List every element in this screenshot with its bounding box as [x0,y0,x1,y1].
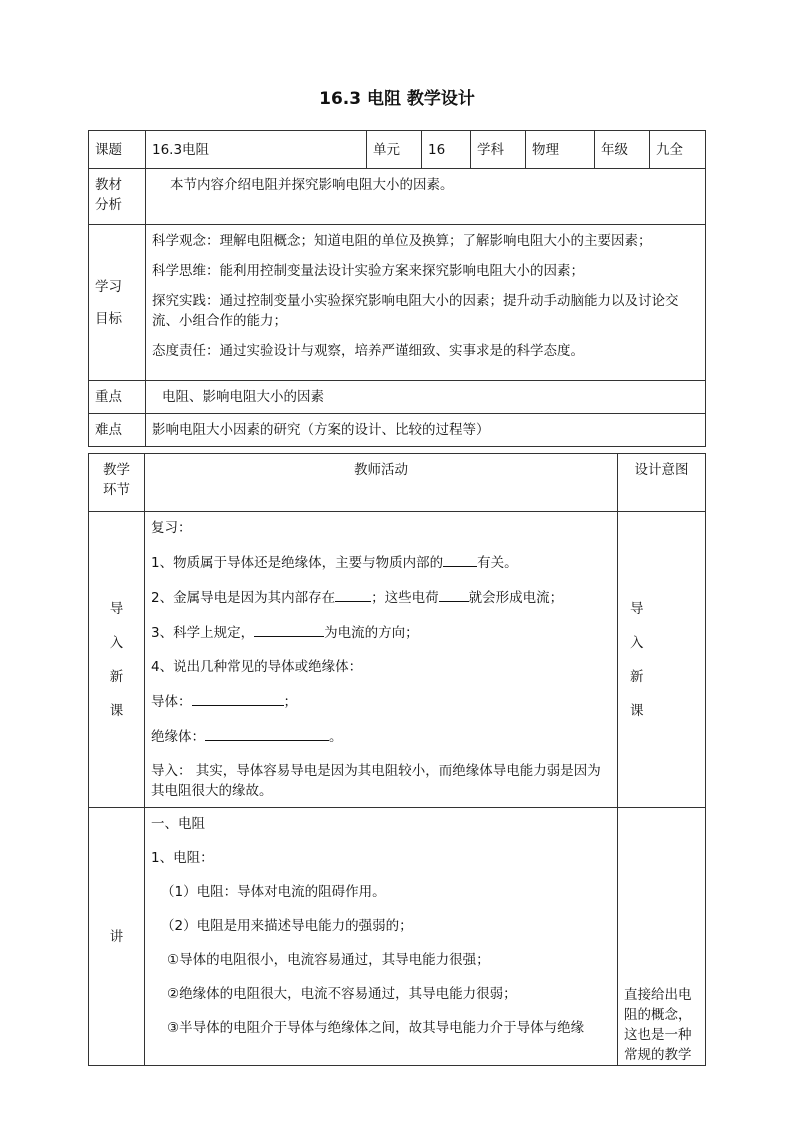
difficulty-label: 难点 [89,414,146,447]
review-q1 [151,552,611,573]
lecture-line: ③半导体的电阻介于导体与绝缘体之间，故其导电能力介于导体与绝缘 [167,1020,585,1036]
goals-label [89,225,146,381]
goal-item: 科学观念：理解电阻概念；知道电阻的单位及换算；了解影响电阻大小的主要因素； [152,233,652,249]
header-intent: 设计意图 [618,454,706,512]
q2-mid: ；这些电荷 [371,590,439,606]
intro-teacher-activity [145,512,618,808]
label-subject: 学科 [471,131,526,169]
lecture-line: ②绝缘体的电阻很大，电流不容易通过，其导电能力很弱； [167,986,517,1002]
header-stage-line1: 教学 [103,462,130,478]
header-teacher: 教师活动 [145,454,618,512]
goal-item: 态度责任：通过实验设计与观察，培养严谨细致、实事求是的科学态度。 [152,343,584,359]
q3-blank [254,622,324,637]
goals-content [146,225,706,381]
subject-value: 物理 [526,131,595,169]
insulator-label: 绝缘体： [151,729,205,745]
lecture-line: ①导体的电阻很小，电流容易通过，其导电能力很强； [167,952,490,968]
q3-end: 为电流的方向； [324,625,419,641]
review-q3 [151,622,611,643]
process-table [88,453,706,1066]
goals-label-line2: 目标 [95,310,122,327]
q2-blank-1 [335,587,371,602]
q3-text: 3、科学上规定， [151,625,255,641]
intro-stage-char: 课 [109,702,124,719]
intro-intent-char: 导 [630,600,644,617]
lead-in-text: 导入： 其实，导体容易导电是因为其电阻较小，而绝缘体导电能力弱是因为其电阻很大的缘故。 [151,763,601,799]
grade-value: 九全 [650,131,706,169]
lecture-line: （1）电阻：导体对电流的阻碍作用。 [161,884,386,900]
conductor-end: ； [283,694,297,710]
analysis-text [146,169,706,225]
topic-value: 16.3电阻 [146,131,367,169]
key-point-label: 重点 [89,381,146,414]
q2-text: 2、金属导电是因为其内部存在 [151,590,336,606]
intro-stage [89,512,145,808]
lecture-section: 一、电阻 [151,816,205,832]
q1-blank [443,552,477,567]
analysis-label-line2: 分析 [95,197,122,213]
analysis-label-line1: 教材 [95,177,122,193]
unit-value: 16 [422,131,471,169]
header-stage-line2: 环节 [103,482,130,498]
label-topic: 课题 [89,131,146,169]
insulator-blank [205,726,329,741]
intro-stage-char: 入 [109,634,124,651]
intro-intent-char: 课 [630,702,644,719]
key-point-text [146,381,706,414]
lecture-intent: 直接给出电阻的概念，这也是一种常规的教学 [618,808,706,1066]
analysis-text-content: 本节内容介绍电阻并探究影响电阻大小的因素。 [170,177,454,193]
intro-stage-char: 导 [109,600,124,617]
page-title: 16.3 电阻 教学设计 [319,89,475,109]
review-label: 复习： [151,520,192,536]
conductor-label: 导体： [151,694,192,710]
difficulty-text: 影响电阻大小因素的研究（方案的设计、比较的过程等） [146,414,706,447]
intro-intent-char: 新 [630,668,644,685]
label-grade: 年级 [595,131,650,169]
intro-stage-char: 新 [109,668,124,685]
lecture-line: （2）电阻是用来描述导电能力的强弱的； [161,918,413,934]
conductor-line [151,691,611,712]
insulator-end: 。 [329,729,343,745]
intro-intent-char: 入 [630,634,644,651]
q1-end: 有关。 [477,555,518,571]
lecture-stage: 讲 [89,808,145,1066]
key-point-content: 电阻、影响电阻大小的因素 [162,389,324,405]
analysis-label [89,169,146,225]
label-unit: 单元 [367,131,422,169]
intro-intent [618,512,706,808]
header-stage [89,454,145,512]
lecture-sub: 1、电阻： [151,850,214,866]
lecture-teacher-activity [145,808,618,1066]
goals-label-line1: 学习 [95,278,122,295]
q2-end: 就会形成电流； [468,590,564,606]
conductor-blank [192,691,284,706]
review-q2 [151,587,611,608]
goal-item: 科学思维：能利用控制变量法设计实验方案来探究影响电阻大小的因素； [152,263,584,279]
goal-item: 探究实践：通过控制变量小实验探究影响电阻大小的因素；提升动手动脑能力以及讨论交流、小组合作的能力； [152,293,679,329]
q1-text: 1、物质属于导体还是绝缘体，主要与物质内部的 [151,555,444,571]
review-q4: 4、说出几种常见的导体或绝缘体： [151,659,363,675]
insulator-line [151,726,611,747]
q2-blank-2 [439,587,469,602]
info-table [88,130,706,447]
